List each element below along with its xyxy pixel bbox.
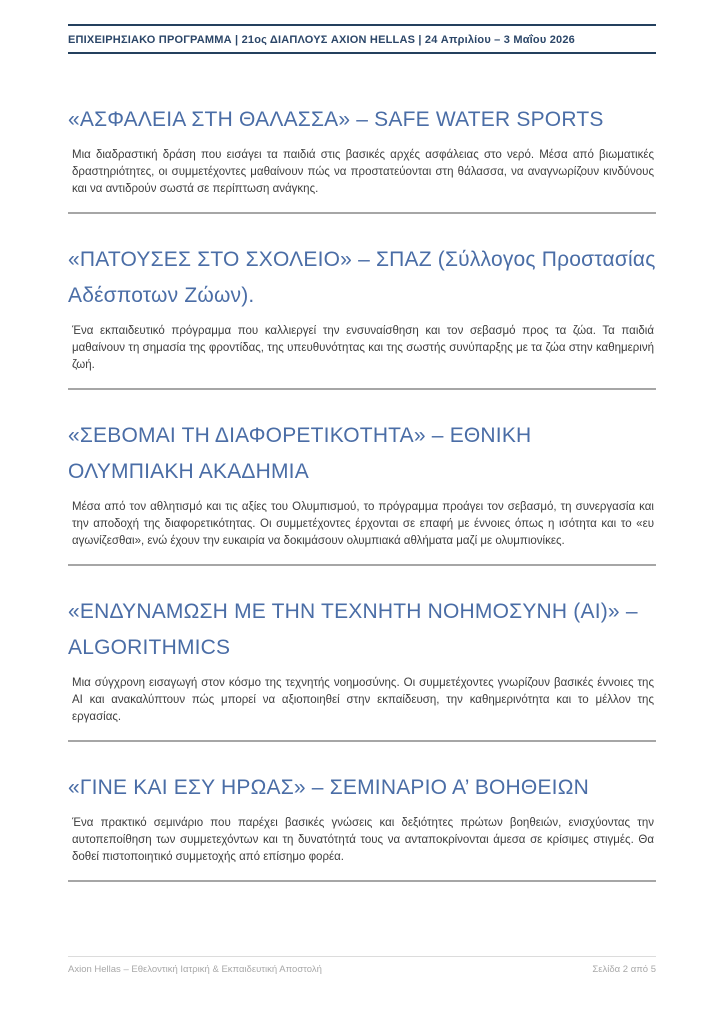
section-divider [68,388,656,390]
section-body: Μια διαδραστική δράση που εισάγει τα παιδιά στις βασικές αρχές ασφάλειας στο νερό. Μέσα από βιωματικές δραστηριότητες, οι συμμετέχοντες μαθαίνουν πώς να προστατεύονται στη θάλασσα, να αναγνωρίζουν κινδύνους και να αντιδρούν σωστά σε περίπτωση ανάγκης. [72,149,654,195]
section-body: Ένα εκπαιδευτικό πρόγραμμα που καλλιεργεί την ενσυναίσθηση και τον σεβασμό προς τα ζώα. Τα παιδιά μαθαίνουν τη σημασία της φροντίδας, της υπευθυνότητας και της σωστής συνύπαρξης με τα ζώα στην καθημερινή ζωή. [72,325,654,371]
program-section [68,102,656,214]
section-divider [68,880,656,882]
section-heading: «ΓΙΝΕ ΚΑΙ ΕΣΥ ΗΡΩΑΣ» – ΣΕΜΙΝΑΡΙΟ Α’ ΒΟΗΘΕΙΩΝ [68,776,589,799]
section-divider [68,740,656,742]
page-footer [68,956,656,975]
section-divider [68,564,656,566]
footer-page-number: Σελίδα 2 από 5 [592,964,656,975]
footer-org-label: Axion Hellas – Εθελοντική Ιατρική & Εκπαιδευτική Αποστολή [68,964,322,975]
section-divider [68,212,656,214]
section-body: Μια σύγχρονη εισαγωγή στον κόσμο της τεχνητής νοημοσύνης. Οι συμμετέχοντες γνωρίζουν βασικές έννοιες της AI και ανακαλύπτουν πώς μπορεί να αξιοποιηθεί στην εκπαίδευση, την καθημερινότητα και το μέλλον της εργασίας. [72,677,654,723]
document-header [68,24,656,54]
section-body: Μέσα από τον αθλητισμό και τις αξίες του Ολυμπισμού, το πρόγραμμα προάγει τον σεβασμό, τη συνεργασία και την αποδοχή της διαφορετικότητας. Οι συμμετέχοντες έρχονται σε επαφή με έννοιες όπως η ισότητα και το «ευ αγωνίζεσθαι», ενώ έχουν την ευκαιρία να δοκιμάσουν ολυμπιακά αθλήματα μαζί με ολυμπιονίκες. [72,501,654,547]
section-heading: «ΑΣΦΑΛΕΙΑ ΣΤΗ ΘΑΛΑΣΣΑ» – SAFE WATER SPORTS [68,108,604,131]
program-section [68,770,656,882]
program-section [68,594,656,742]
section-body: Ένα πρακτικό σεμινάριο που παρέχει βασικές γνώσεις και δεξιότητες πρώτων βοηθειών, ενισχύοντας την αυτοπεποίθηση των συμμετεχόντων και τη δυνατότητά τους να ανταποκρίνονται άμεσα σε κρίσιμες στιγμές. Θα δοθεί πιστοποιητικό συμμετοχής από επίσημο φορέα. [72,817,654,863]
document-content [68,102,656,882]
section-heading: «ΕΝΔΥΝΑΜΩΣΗ ΜΕ ΤΗΝ ΤΕΧΝΗΤΗ ΝΟΗΜΟΣΥΝΗ (AI)» – ALGORITHMICS [68,600,638,659]
program-section [68,242,656,390]
section-heading: «ΠΑΤΟΥΣΕΣ ΣΤΟ ΣΧΟΛΕΙΟ» – ΣΠΑΖ (Σύλλογος Προστασίας Αδέσποτων Ζώων). [68,248,656,307]
section-heading: «ΣΕΒΟΜΑΙ ΤΗ ΔΙΑΦΟΡΕΤΙΚΟΤΗΤΑ» – ΕΘΝΙΚΗ ΟΛΥΜΠΙΑΚΗ ΑΚΑΔΗΜΙΑ [68,424,532,483]
header-title: ΕΠΙΧΕΙΡΗΣΙΑΚΟ ΠΡΟΓΡΑΜΜΑ | 21ος ΔΙΑΠΛΟΥΣ AXION HELLAS | 24 Απριλίου – 3 Μαΐου 2026 [68,34,575,46]
program-section [68,418,656,566]
